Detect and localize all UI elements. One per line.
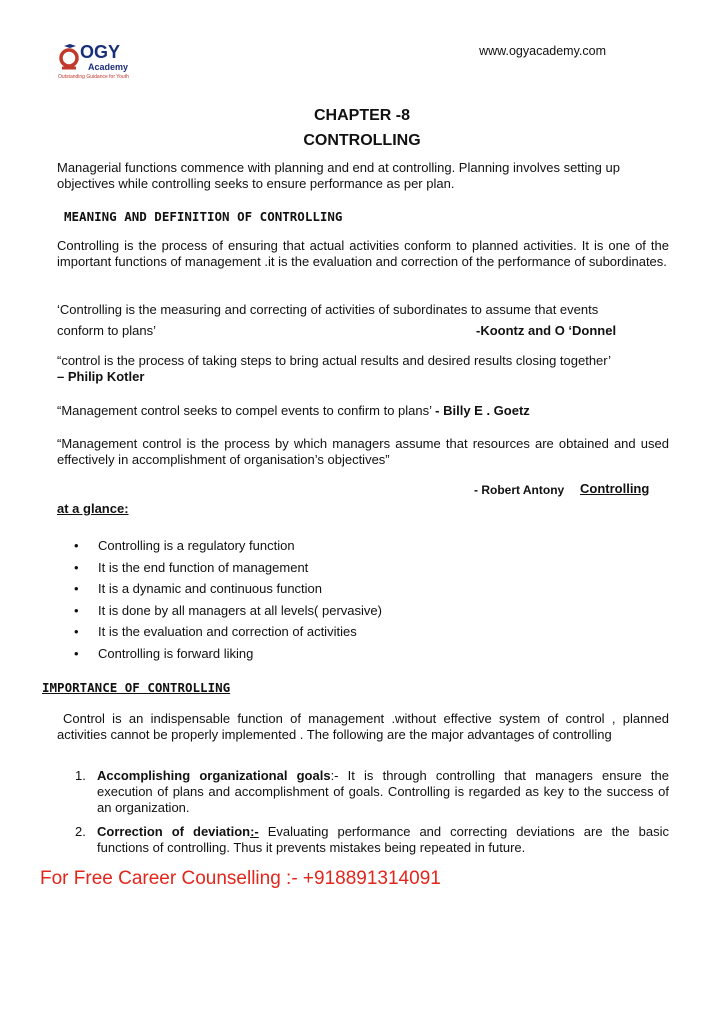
quote2-author: – Philip Kotler [57,369,145,384]
logo-subname: Academy [88,62,129,72]
item-text: It is through controlling that managers ensure the execution of plans and accomplishment of goals. Controlling is regarded as key to the success of an organization. [97,768,669,815]
intro-paragraph: Managerial functions commence with planning and end at controlling. Planning involves setting up objectives while controlling seeks to ensure performance as per plan. [57,160,620,191]
glance-list [72,535,382,665]
quote4-text: “Management control is the process by which managers assume that resources are obtained and used effectively in accomplishment of organisation’s objectives” [57,436,669,467]
item-number: 1. [75,768,86,783]
item-text: Evaluating performance and correcting deviations are the basic functions of controlling. Thus it prevents mistakes being repeated in future. [97,824,669,855]
list-item: • Controlling is forward liking [72,643,382,665]
item-number: 2. [75,824,86,839]
item-separator: :- [250,824,259,839]
quote4-author: - Robert Antony [474,483,565,497]
definition-paragraph: Controlling is the process of ensuring that actual activities conform to planned activities. It is one of the important functions of management .it is the evaluation and correction of the performance of subordinates. [57,238,669,269]
chapter-number: CHAPTER -8 [313,107,410,124]
list-item: • It is the evaluation and correction of activities [72,621,382,643]
quote2-text: “control is the process of taking steps to bring actual results and desired results closing together’ [57,353,611,368]
quote3-text: “Management control seeks to compel events to confirm to plans’ [57,403,432,418]
chapter-title: CONTROLLING [303,132,421,149]
item-separator: :- [330,768,339,783]
list-item: • Controlling is a regulatory function [72,535,382,557]
glance-heading-part2: at a glance: [57,501,129,516]
quote1-author: -Koontz and O ‘Donnel [476,323,617,338]
meaning-heading: MEANING AND DEFINITION OF CONTROLLING [64,209,343,224]
glance-heading-part1: Controlling [580,481,650,496]
item-title: Accomplishing organizational goals [97,768,331,783]
quote3-author: - Billy E . Goetz [435,403,530,418]
logo-name: OGY [80,42,121,62]
importance-heading: IMPORTANCE OF CONTROLLING [42,680,231,695]
logo-tagline: Outstanding Guidance for Youth [58,74,129,80]
quote1-line1: ‘Controlling is the measuring and correcting of activities of subordinates to assume that events [57,302,599,317]
quote1-line2: conform to plans’ [57,323,156,338]
quote3 [57,403,530,419]
ogy-academy-logo [58,42,153,84]
importance-item-2 [75,824,669,856]
website-url[interactable]: www.ogyacademy.com [479,44,606,58]
career-counselling-cta[interactable]: For Free Career Counselling :- +918891314091 [40,868,441,889]
list-item: • It is the end function of management [72,557,382,579]
importance-intro: Control is an indispensable function of management .without effective system of control , planned activities cannot be properly implemented . The following are the major advantages of controlling [57,711,669,742]
importance-item-1 [75,768,669,816]
item-title: Correction of deviation [97,824,251,839]
list-item: • It is a dynamic and continuous function [72,578,382,600]
logo-mark-icon [58,44,80,72]
list-item: • It is done by all managers at all levels( pervasive) [72,600,382,622]
